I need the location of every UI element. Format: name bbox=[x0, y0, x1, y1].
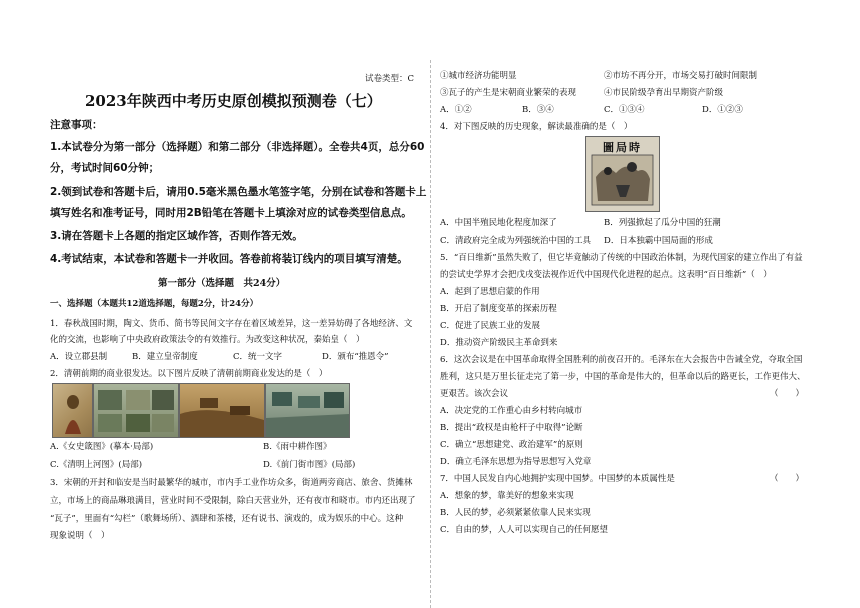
q7-option-b: B．人民的梦，必须紧紧依靠人民来实现 bbox=[440, 508, 591, 518]
q4-cartoon-caption: 圖局時 bbox=[603, 141, 642, 154]
column-divider bbox=[430, 60, 431, 608]
q3-line-1: 3．宋朝的开封和临安是当时最繁华的城市，市内手工业作坊众多，街道两旁商店、旅舍、货摊林 bbox=[50, 478, 413, 488]
q5-option-d: D．推动资产阶级民主革命到来 bbox=[440, 338, 558, 348]
q7-answer-bracket: （ ） bbox=[770, 474, 805, 484]
q4-cartoon bbox=[585, 136, 660, 212]
q7-line: 7．中国人民发自内心地拥护实现中国梦。中国梦的本质属性是 bbox=[440, 474, 675, 484]
q2-image-b bbox=[93, 383, 179, 438]
q6-option-d: D．确立毛泽东思想为指导思想写入党章 bbox=[440, 457, 592, 467]
q4-option-c: C．清政府完全成为列强统治中国的工具 bbox=[440, 236, 592, 246]
q6-line-1: 6．这次会议是在中国革命取得全国胜利的前夜召开的。毛泽东在大会报告中告诫全党，夺取全国 bbox=[440, 355, 803, 365]
q2-option-a: A.《女史箴图》(摹本·局部) bbox=[50, 442, 154, 452]
q1-line-2: 化的交流，也影响了中央政府政策法令的有效推行。为改变这种状况，秦始皇（ ） bbox=[50, 335, 365, 345]
notes-heading: 注意事项： bbox=[50, 119, 103, 131]
q1-option-a: A．设立郡县制 bbox=[50, 352, 108, 362]
q1-option-b: B．建立皇帝制度 bbox=[132, 352, 198, 362]
q3-option-d: D．①②③ bbox=[702, 105, 743, 115]
q2-image-d bbox=[265, 383, 350, 438]
q4-line: 4．对下图反映的历史现象，解读最准确的是（ ） bbox=[440, 122, 633, 132]
q3-statement-4: ④市民阶级孕育出早期资产阶级 bbox=[604, 88, 724, 98]
q6-option-c: C．确立“思想建党、政治建军”的原则 bbox=[440, 440, 583, 450]
q5-line-1: 5．“百日维新”虽然失败了，但它毕竟触动了传统的中国政治体制，为现代国家的建立作出了有益 bbox=[440, 253, 803, 263]
q5-option-a: A．起到了思想启蒙的作用 bbox=[440, 287, 540, 297]
q3-line-3: “瓦子”，里面有“勾栏”（歌舞场所）、酒肆和茶楼，还有说书、演戏的，成为娱乐的中心。这种 bbox=[50, 514, 404, 524]
paper-type: 试卷类型：C bbox=[365, 74, 415, 84]
q7-option-a: A．想象的梦，靠美好的想象来实现 bbox=[440, 491, 574, 501]
q2-option-d: D.《前门街市图》(局部) bbox=[263, 460, 356, 470]
q1-line-1: 1．春秋战国时期，陶文、货币、简书等民间文字存在着区域差异，这一差异妨碍了各地经济、文 bbox=[50, 319, 413, 329]
page-title: 2023年陕西中考历史原创模拟预测卷（七） bbox=[85, 92, 382, 110]
q3-line-2: 立，市场上的商品琳琅满目，营业时间不受限制，除白天营业外，还有夜市和晓市。市内还出现了 bbox=[50, 496, 416, 506]
q2-option-b: B.《雨中耕作图》 bbox=[263, 442, 332, 452]
q5-line-2: 的尝试史学界才会把戊戌变法视作近代中国现代化进程的起点。这表明“百日维新”（ ） bbox=[440, 270, 772, 280]
q3-statement-3: ③瓦子的产生是宋朝商业繁荣的表现 bbox=[440, 88, 577, 98]
q6-line-2: 胜利，这只是万里长征走完了第一步，中国的革命是伟大的，但革命以后的路更长，工作更伟大、 bbox=[440, 372, 806, 382]
notes-line-6: 4.考试结束，本试卷和答题卡一并收回。答卷前将装订线内的项目填写清楚。 bbox=[50, 253, 408, 265]
q3-option-c: C．①③④ bbox=[604, 105, 645, 115]
q4-option-d: D．日本独霸中国局面的形成 bbox=[604, 236, 713, 246]
part1-heading: 第一部分（选择题 共24分） bbox=[158, 278, 286, 289]
q6-answer-bracket: （ ） bbox=[770, 389, 805, 399]
q3-option-a: A．①② bbox=[440, 105, 472, 115]
q2-line: 2．清朝前期的商业很发达。以下图片反映了清朝前期商业发达的是（ ） bbox=[50, 369, 328, 379]
notes-line-3: 2.领到试卷和答题卡后，请用0.5毫米黑色墨水笔签字笔，分别在试卷和答题卡上 bbox=[50, 186, 427, 198]
q3-statement-2: ②市坊不再分开，市场交易打破时间限制 bbox=[604, 71, 758, 81]
notes-line-2: 分，考试时间60分钟； bbox=[50, 162, 160, 174]
notes-line-4: 填写姓名和准考证号，同时用2B铅笔在答题卡上填涂对应的试卷类型信息点。 bbox=[50, 207, 412, 219]
q3-option-b: B．③④ bbox=[522, 105, 554, 115]
q3-line-4: 现象说明（ ） bbox=[50, 531, 110, 541]
q2-option-c: C.《清明上河图》(局部) bbox=[50, 460, 143, 470]
q1-option-d: D．颁布“推恩令” bbox=[322, 352, 389, 362]
section-heading: 一、选择题（本题共12道选择题，每题2分，计24分） bbox=[50, 299, 259, 309]
q4-option-b: B．列强掀起了瓜分中国的狂潮 bbox=[604, 218, 721, 228]
notes-line-5: 3.请在答题卡上各题的指定区域作答，否则作答无效。 bbox=[50, 230, 303, 242]
q7-option-c: C．自由的梦，人人可以实现自己的任何愿望 bbox=[440, 525, 609, 535]
q6-option-b: B．提出“政权是由枪杆子中取得”论断 bbox=[440, 423, 583, 433]
q5-option-b: B．开启了制度变革的探索历程 bbox=[440, 304, 557, 314]
q1-option-c: C．统一文字 bbox=[233, 352, 283, 362]
q6-line-3: 更艰苦。该次会议 bbox=[440, 389, 509, 399]
q5-option-c: C．促进了民族工业的发展 bbox=[440, 321, 541, 331]
q3-statement-1: ①城市经济功能明显 bbox=[440, 71, 517, 81]
q2-image-c bbox=[179, 383, 265, 438]
q6-option-a: A．决定党的工作重心由乡村转向城市 bbox=[440, 406, 583, 416]
q2-image-a bbox=[52, 383, 93, 438]
notes-line-1: 1.本试卷分为第一部分（选择题）和第二部分（非选择题）。全卷共4页，总分60 bbox=[50, 141, 425, 153]
q4-option-a: A．中国半殖民地化程度加深了 bbox=[440, 218, 557, 228]
